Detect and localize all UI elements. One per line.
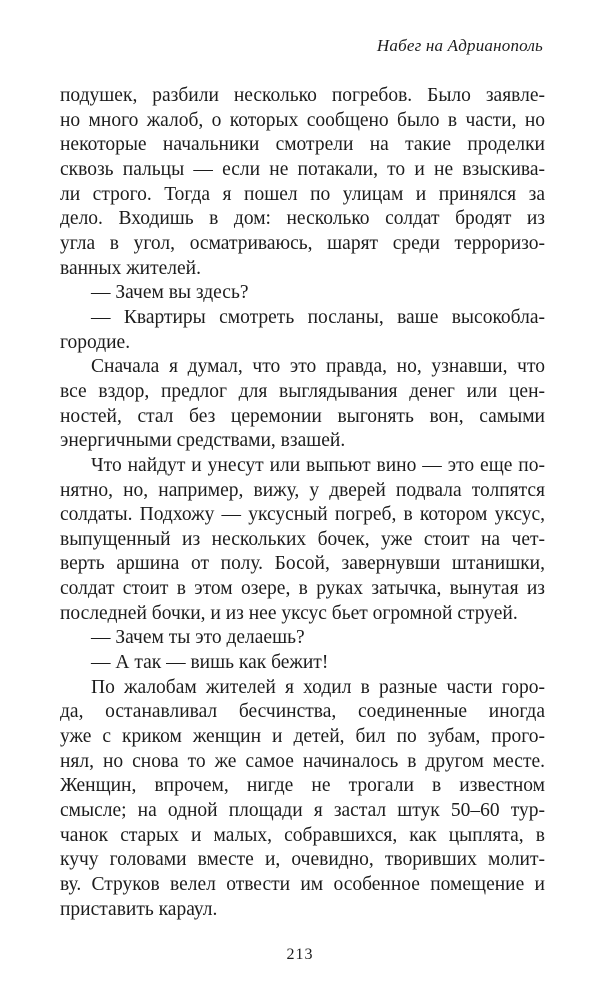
text-line: нятно, но, например, вижу, у дверей подвала толпятся — [60, 479, 545, 501]
text-line: городие. — [60, 331, 131, 353]
text-line: Что найдут и унесут или выпьют вино — это еще по- — [91, 454, 545, 476]
text-line: смысле; на одной площади я застал штук 50–60 тур- — [60, 800, 545, 822]
running-header: Набег на Адрианополь — [376, 36, 543, 55]
text-line: По жалобам жителей я ходил в разные части горо- — [91, 676, 545, 698]
text-line: ванных жителей. — [60, 257, 201, 279]
text-line: ли строго. Тогда я пошел по улицам и принялся за — [60, 183, 545, 205]
text-line: все вздор, предлог для выглядывания денег или цен- — [60, 380, 545, 402]
text-line: но много жалоб, о которых сообщено было в части, но — [60, 109, 545, 131]
text-line: нял, но снова то же самое начиналось в другом месте. — [60, 750, 545, 772]
text-line: Женщин, впрочем, нигде не трогали в известном — [60, 775, 545, 797]
text-line: кучу головами вместе и, очевидно, творивших молит- — [60, 849, 545, 871]
text-line: солдат стоит в этом озере, в руках затычка, вынутая из — [60, 578, 545, 600]
text-line: ностей, стал без церемонии выгонять вон, самыми — [60, 405, 545, 427]
text-line: — Зачем ты это делаешь? — [91, 627, 305, 649]
body-text — [60, 84, 545, 922]
text-line: солдаты. Подхожу — уксусный погреб, в котором уксус, — [60, 504, 545, 526]
text-line: Сначала я думал, что это правда, но, узнавши, что — [91, 356, 545, 378]
text-line: чанок старых и малых, собравшихся, как цыплята, в — [60, 824, 545, 846]
text-line: сквозь пальцы — если не потакали, то и не взыскива- — [60, 158, 545, 180]
text-line: приставить караул. — [60, 898, 218, 920]
text-line: последней бочки, и из нее уксус бьет огромной струей. — [60, 602, 518, 624]
text-line: выпущенный из нескольких бочек, уже стоит на чет- — [60, 528, 545, 550]
text-line: — Квартиры смотреть посланы, ваше высокобла- — [91, 306, 545, 328]
text-line: ву. Струков велел отвести им особенное помещение и — [60, 874, 545, 895]
text-line: угла в угол, осматриваюсь, шарят среди терроризо- — [60, 232, 545, 254]
text-line: верть аршина от полу. Босой, завернувши штанишки, — [60, 553, 545, 575]
text-line: энергичными средствами, взашей. — [60, 430, 346, 452]
text-line: подушек, разбили несколько погребов. Было заявле- — [60, 85, 545, 106]
text-line: — Зачем вы здесь? — [91, 282, 249, 304]
text-line: — А так — вишь как бежит! — [91, 652, 329, 674]
text-line: дело. Входишь в дом: несколько солдат бродят из — [60, 208, 545, 230]
text-line: некоторые начальники смотрели на такие проделки — [60, 134, 545, 156]
page-number: 213 — [286, 946, 314, 963]
text-line: да, останавливал бесчинства, соединенные иногда — [60, 701, 545, 723]
text-line: уже с криком женщин и детей, бил по зубам, прого- — [60, 726, 545, 748]
